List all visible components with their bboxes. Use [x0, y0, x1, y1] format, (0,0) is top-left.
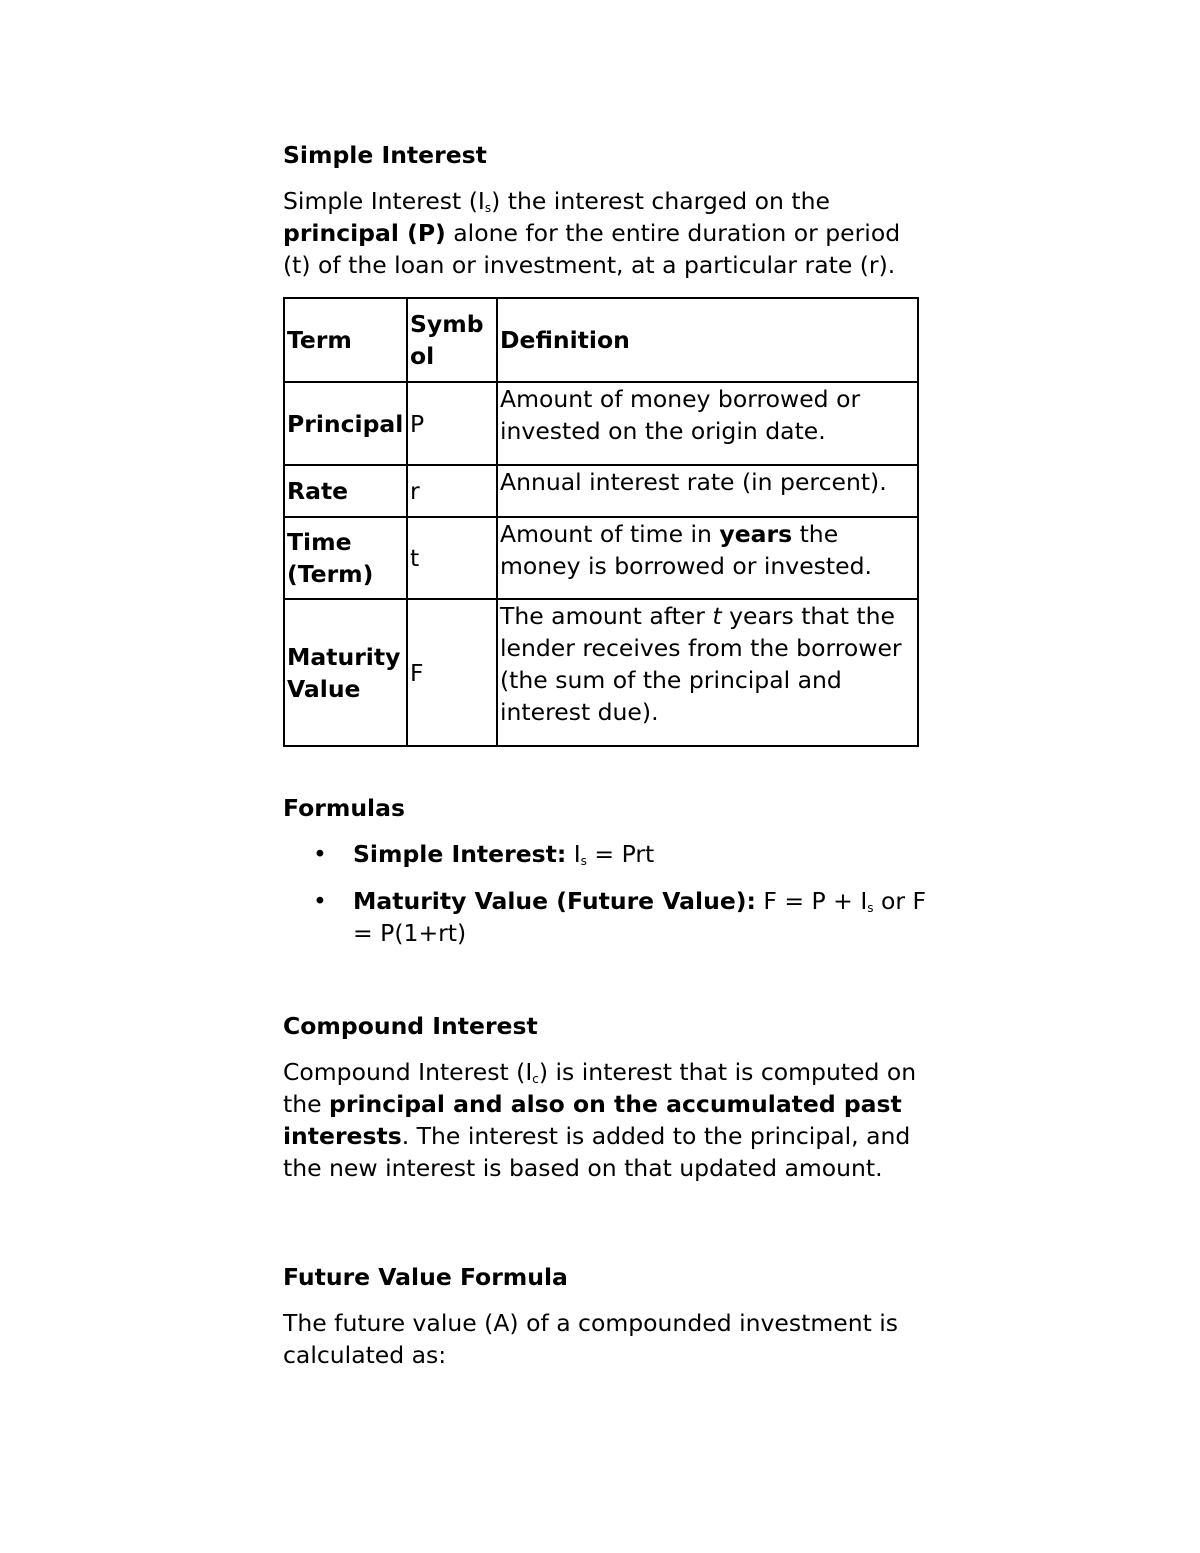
- compound-text-1: Compound Interest (I: [283, 1058, 533, 1086]
- table-header-row: [284, 298, 918, 382]
- future-value-heading: Future Value Formula: [283, 1263, 568, 1291]
- symbol-cell: r: [407, 465, 497, 517]
- term-cell: Maturity Value: [284, 599, 407, 746]
- future-value-paragraph: The future value (A) of a compounded investment is calculated as:: [283, 1309, 899, 1369]
- header-symbol: Symb ol: [407, 298, 497, 382]
- formulas-heading: Formulas: [283, 794, 405, 822]
- subscript-s: s: [867, 901, 874, 915]
- term-cell: Time (Term): [284, 517, 407, 599]
- definition-text: The amount after: [500, 602, 713, 630]
- list-item: [283, 885, 933, 949]
- subscript-c: c: [532, 1072, 539, 1086]
- compound-text-2: ) is interest that is computed on the: [283, 1058, 917, 1118]
- simple-interest-text-3: alone for the entire duration or period (t) of the loan or investment, at a particular rate (r).: [283, 219, 901, 279]
- simple-interest-text-2: ) the interest charged on the: [491, 187, 830, 215]
- definition-cell: Amount of money borrowed or invested on the origin date.: [497, 382, 918, 465]
- years-bold: years: [719, 520, 793, 548]
- bullet-icon: •: [313, 840, 327, 868]
- compound-text-3: . The interest is added to the principal, and the new interest is based on that updated amount.: [283, 1122, 911, 1182]
- definition-cell: Annual interest rate (in percent).: [497, 465, 918, 517]
- term-cell: Rate: [284, 465, 407, 517]
- compound-interest-paragraph: [283, 1056, 933, 1184]
- table-row: [284, 465, 918, 517]
- terms-table: [283, 297, 919, 747]
- table-row: [284, 599, 918, 746]
- formula-text: F = P + I: [755, 887, 868, 915]
- list-item: [283, 838, 933, 870]
- simple-interest-heading: Simple Interest: [283, 141, 487, 169]
- definition-text: Amount of time in: [500, 520, 720, 548]
- bullet-icon: •: [313, 887, 327, 915]
- symbol-cell: P: [407, 382, 497, 465]
- table-row: [284, 517, 918, 599]
- subscript-s: s: [484, 201, 492, 215]
- formula-text: I: [566, 840, 581, 868]
- definition-cell: [497, 517, 918, 599]
- subscript-s: s: [580, 854, 587, 868]
- simple-interest-text-1: Simple Interest (I: [283, 187, 485, 215]
- compound-bold: principal and also on the accumulated past interests: [283, 1090, 902, 1150]
- t-italic: t: [712, 602, 722, 630]
- header-definition: Definition: [497, 298, 918, 382]
- formula-text: = Prt: [586, 840, 655, 868]
- definition-text: years that the lender receives from the borrower (the sum of the principal and interest due).: [500, 602, 902, 726]
- formula-label: Maturity Value (Future Value):: [353, 887, 756, 915]
- header-term: Term: [284, 298, 407, 382]
- formula-label: Simple Interest:: [353, 840, 567, 868]
- formula-text: or F = P(1+rt): [353, 887, 927, 947]
- term-cell: Principal: [284, 382, 407, 465]
- compound-interest-heading: Compound Interest: [283, 1012, 538, 1040]
- definition-cell: [497, 599, 918, 746]
- symbol-cell: F: [407, 599, 497, 746]
- document-content: [283, 138, 933, 1371]
- simple-interest-paragraph: [283, 185, 933, 281]
- formulas-list: [283, 838, 933, 949]
- principal-bold: principal (P): [283, 219, 446, 247]
- table-row: [284, 382, 918, 465]
- symbol-cell: t: [407, 517, 497, 599]
- definition-text: the money is borrowed or invested.: [500, 520, 872, 580]
